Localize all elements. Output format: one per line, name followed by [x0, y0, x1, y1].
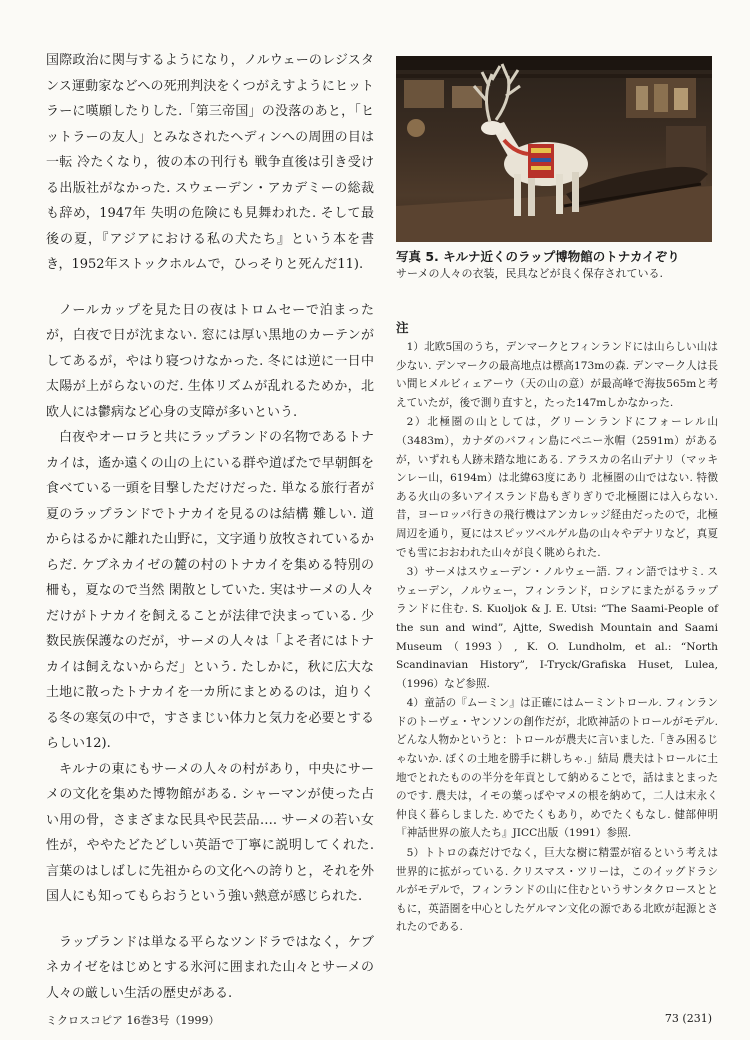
note-item: 1）北欧5国のうち，デンマークとフィンランドには山らしい山は少ない. デンマークの最高地点は標高173mの森. デンマーク人は長い間ヒメルビィェアーウ（天の山の意）が最高峰で海抜565mと考えていたが，後で測り直すと，たった147mしかなかった. — [396, 341, 718, 409]
museum-reindeer-photo — [396, 56, 712, 242]
note-item: 2）北極圏の山としては，グリーンランドにフォーレル山（3483m），カナダのバフィン島にペニー氷帽（2591m）があるが，いずれも人跡未踏な地にある. アラスカの名山デナリ（マッキンレー山，6194m）は北緯63度にあり 北極圏の山ではない. 特徴ある火山の多いアイスランド島もぎりぎりで北極圏には入らない. 昔，ヨーロッパ行きの飛行機はアンカレッジ経由だったので，北極周辺を通り，夏にはスピッツベルゲル島の山々やデナリなど，真夏でも雪におおわれた山々が良く眺められた. — [396, 416, 718, 559]
notes-heading: 注 — [396, 320, 409, 335]
paragraph-4: キルナの東にもサーメの人々の村があり，中央にサーメの文化を集めた博物館がある. シャーマンが使った占い用の骨，さまざまな民具や民芸品…. サーメの若い女性が，ややたどたどしい英語で丁寧に説明してくれた. 言葉のはしばしに先祖からの文化への誇りと，それを外国人にも知ってもらおうという強い熱意が感じられた. — [46, 761, 374, 904]
photo-caption-title: 写真 5. キルナ近くのラップ博物館のトナカイぞり — [396, 249, 680, 264]
notes-list — [396, 338, 718, 938]
paragraph-5: ラップランドは単なる平らなツンドラではなく，ケブネカイゼをはじめとする氷河に囲まれた山々とサーメの人々の厳しい生活の歴史がある. — [46, 934, 374, 1001]
note-item: 3）サーメはスウェーデン・ノルウェー語. フィン語ではサミ. スウェーデン，ノルウェー，フィンランド，ロシアにまたがるラップランドに住む. S. Kuoljok & J. E. Utsi: “The Saami-People of the sun and wind”, Ajtte, Swedish Mountain and Saami Museum（1993）, K. O. Lundholm, et al.: “North Scandinavian History”, I-Tryck/Grafiska Huset, Lulea,（1996）など参照. — [396, 566, 718, 690]
journal-footer: ミクロスコピア 16巻3号（1999） — [46, 1014, 220, 1027]
paragraph-2: ノールカップを見た日の夜はトロムセーで泊まったが，白夜で日が沈まない. 窓には厚い黒地のカーテンがしてあるが，やはり寝つけなかった. 冬には逆に一日中 太陽が上がらないのだ. 生体リズムが乱れるためか，北欧人には鬱病など心身の支障が多いという. — [46, 302, 374, 420]
paragraph-1: 国際政治に関与するようになり，ノルウェーのレジスタンス運動家などへの死刑判決をくつがえすようにヒットラーに嘆願したりした.「第三帝国」の没落のあと，「ヒットラーの友人」とみなされたヘディンへの周囲の目は一転 冷たくなり，彼の本の刊行も 戦争直後は引き受ける出版社がなかった. スウェーデン・アカデミーの総裁も辞め，1947年 失明の危険にも見舞われた. そして最後の夏，『アジアにおける私の犬たち』という本を書き，1952年ストックホルムで，ひっそりと死んだ11). — [46, 53, 374, 272]
page-number: 73 (231) — [664, 1012, 712, 1025]
main-text-column — [46, 48, 374, 1006]
photo-caption-subtitle: サーメの人々の衣装，民具などが良く保存されている. — [396, 267, 663, 280]
note-item: 5）トトロの森だけでなく，巨大な樹に精霊が宿るという考えは世界的に拡がっている. クリスマス・ツリーは，このイッグドラシルがモデルで，フィンランドの山に住むというサンタクロースとともに，英語圏を中心としたゲルマン文化の源である北欧が起源とされたのである. — [396, 847, 718, 934]
paragraph-3: 白夜やオーロラと共にラップランドの名物であるトナカイは，遙か遠くの山の上にいる群や道ばたで早朝餌を食べている一頭を目撃しただけだった. 単なる旅行者が夏のラップランドでトナカイを見るのは結構 難しい. 道からはるかに離れた山野に，文字通り放牧されているからだ. ケブネカイゼの麓の村のトナカイを集める特別の柵も，夏なので当然 閑散としていた. 実はサーメの人々だけがトナカイを飼えることが法律で決まっている. 少数民族保護なのだが，サーメの人々は「よそ者にはトナカイは飼えないからだ」という. たしかに，秋に広大な土地に散ったトナカイを一カ所にまとめるのは，迫りくる冬の寒気の中で，すさまじい体力と気力を必要とするらしい12). — [46, 430, 375, 751]
note-item: 4）童話の『ムーミン』は正確にはムーミントロール. フィンランドのトーヴェ・ヤンソンの創作だが，北欧神話のトロールがモデル. どんな人物かというと：トロールが農夫に言いました.「きみ困るじゃないか. ぼくの土地を勝手に耕しちゃ.」結局 農夫はトロールに土地でとれたものの半分を年貢として納めることで，話はまとまったのです. 農夫は，イモの葉っぱやマメの根を納めて，二人は末永く仲良く暮らしました. めでたくもあり，めでたくもなし. 健部伸明『神話世界の旅人たち』JICC出版（1991）参照. — [396, 697, 718, 840]
